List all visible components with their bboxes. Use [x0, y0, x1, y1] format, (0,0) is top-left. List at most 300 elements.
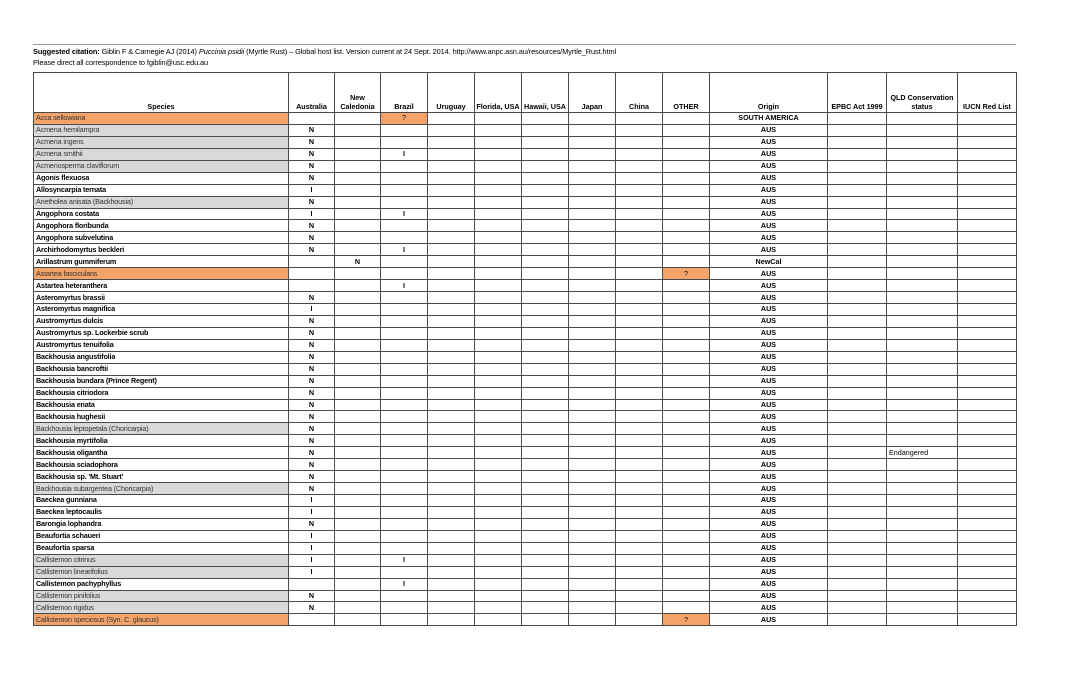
- florida-cell[interactable]: [475, 113, 522, 125]
- epbc-cell[interactable]: [828, 268, 887, 280]
- iucn-cell[interactable]: [958, 268, 1017, 280]
- species-cell[interactable]: Backhousia sciadophora: [34, 459, 289, 471]
- japan-cell[interactable]: [569, 578, 616, 590]
- col-header-florida[interactable]: Florida, USA: [475, 73, 522, 113]
- australia-cell[interactable]: N: [289, 339, 335, 351]
- epbc-cell[interactable]: [828, 196, 887, 208]
- qld-cell[interactable]: [887, 256, 958, 268]
- new-caledonia-cell[interactable]: [335, 208, 381, 220]
- japan-cell[interactable]: [569, 256, 616, 268]
- origin-cell[interactable]: AUS: [710, 435, 828, 447]
- brazil-cell[interactable]: [381, 232, 428, 244]
- japan-cell[interactable]: [569, 124, 616, 136]
- origin-cell[interactable]: AUS: [710, 160, 828, 172]
- species-cell[interactable]: Callistemon citrinus: [34, 554, 289, 566]
- iucn-cell[interactable]: [958, 113, 1017, 125]
- australia-cell[interactable]: N: [289, 590, 335, 602]
- iucn-cell[interactable]: [958, 411, 1017, 423]
- china-cell[interactable]: [616, 160, 663, 172]
- brazil-cell[interactable]: [381, 184, 428, 196]
- epbc-cell[interactable]: [828, 304, 887, 316]
- uruguay-cell[interactable]: [428, 304, 475, 316]
- brazil-cell[interactable]: I: [381, 244, 428, 256]
- new-caledonia-cell[interactable]: [335, 363, 381, 375]
- other-cell[interactable]: [663, 124, 710, 136]
- brazil-cell[interactable]: [381, 435, 428, 447]
- new-caledonia-cell[interactable]: [335, 423, 381, 435]
- origin-cell[interactable]: AUS: [710, 172, 828, 184]
- australia-cell[interactable]: N: [289, 148, 335, 160]
- uruguay-cell[interactable]: [428, 220, 475, 232]
- iucn-cell[interactable]: [958, 232, 1017, 244]
- japan-cell[interactable]: [569, 148, 616, 160]
- other-cell[interactable]: [663, 220, 710, 232]
- iucn-cell[interactable]: [958, 292, 1017, 304]
- florida-cell[interactable]: [475, 196, 522, 208]
- florida-cell[interactable]: [475, 435, 522, 447]
- species-cell[interactable]: Baeckea gunniana: [34, 495, 289, 507]
- iucn-cell[interactable]: [958, 315, 1017, 327]
- species-cell[interactable]: Backhousia enata: [34, 399, 289, 411]
- species-cell[interactable]: Baeckea leptocaulis: [34, 506, 289, 518]
- florida-cell[interactable]: [475, 387, 522, 399]
- florida-cell[interactable]: [475, 124, 522, 136]
- florida-cell[interactable]: [475, 148, 522, 160]
- hawaii-cell[interactable]: [522, 196, 569, 208]
- japan-cell[interactable]: [569, 208, 616, 220]
- hawaii-cell[interactable]: [522, 518, 569, 530]
- hawaii-cell[interactable]: [522, 351, 569, 363]
- hawaii-cell[interactable]: [522, 124, 569, 136]
- species-cell[interactable]: Backhousia citriodora: [34, 387, 289, 399]
- australia-cell[interactable]: N: [289, 244, 335, 256]
- brazil-cell[interactable]: [381, 375, 428, 387]
- qld-cell[interactable]: [887, 506, 958, 518]
- australia-cell[interactable]: N: [289, 315, 335, 327]
- origin-cell[interactable]: AUS: [710, 268, 828, 280]
- epbc-cell[interactable]: [828, 327, 887, 339]
- epbc-cell[interactable]: [828, 160, 887, 172]
- species-cell[interactable]: Acca sellowiana: [34, 113, 289, 125]
- china-cell[interactable]: [616, 113, 663, 125]
- species-cell[interactable]: Austromyrtus sp. Lockerbie scrub: [34, 327, 289, 339]
- florida-cell[interactable]: [475, 184, 522, 196]
- species-cell[interactable]: Barongia lophandra: [34, 518, 289, 530]
- florida-cell[interactable]: [475, 304, 522, 316]
- brazil-cell[interactable]: [381, 506, 428, 518]
- origin-cell[interactable]: AUS: [710, 208, 828, 220]
- japan-cell[interactable]: [569, 304, 616, 316]
- japan-cell[interactable]: [569, 471, 616, 483]
- florida-cell[interactable]: [475, 495, 522, 507]
- florida-cell[interactable]: [475, 363, 522, 375]
- qld-cell[interactable]: [887, 268, 958, 280]
- brazil-cell[interactable]: I: [381, 208, 428, 220]
- epbc-cell[interactable]: [828, 113, 887, 125]
- china-cell[interactable]: [616, 578, 663, 590]
- australia-cell[interactable]: [289, 614, 335, 626]
- china-cell[interactable]: [616, 471, 663, 483]
- origin-cell[interactable]: AUS: [710, 375, 828, 387]
- brazil-cell[interactable]: [381, 602, 428, 614]
- florida-cell[interactable]: [475, 399, 522, 411]
- hawaii-cell[interactable]: [522, 208, 569, 220]
- origin-cell[interactable]: AUS: [710, 304, 828, 316]
- japan-cell[interactable]: [569, 113, 616, 125]
- species-cell[interactable]: Arillastrum gummiferum: [34, 256, 289, 268]
- iucn-cell[interactable]: [958, 590, 1017, 602]
- uruguay-cell[interactable]: [428, 542, 475, 554]
- china-cell[interactable]: [616, 304, 663, 316]
- japan-cell[interactable]: [569, 506, 616, 518]
- qld-cell[interactable]: [887, 363, 958, 375]
- brazil-cell[interactable]: [381, 363, 428, 375]
- species-cell[interactable]: Callistemon rigidus: [34, 602, 289, 614]
- iucn-cell[interactable]: [958, 256, 1017, 268]
- species-cell[interactable]: Backhousia leptopetala (Choricarpia): [34, 423, 289, 435]
- other-cell[interactable]: [663, 542, 710, 554]
- iucn-cell[interactable]: [958, 327, 1017, 339]
- china-cell[interactable]: [616, 602, 663, 614]
- origin-cell[interactable]: AUS: [710, 518, 828, 530]
- col-header-japan[interactable]: Japan: [569, 73, 616, 113]
- japan-cell[interactable]: [569, 375, 616, 387]
- qld-cell[interactable]: [887, 220, 958, 232]
- epbc-cell[interactable]: [828, 148, 887, 160]
- iucn-cell[interactable]: [958, 304, 1017, 316]
- epbc-cell[interactable]: [828, 471, 887, 483]
- uruguay-cell[interactable]: [428, 268, 475, 280]
- brazil-cell[interactable]: [381, 268, 428, 280]
- hawaii-cell[interactable]: [522, 423, 569, 435]
- new-caledonia-cell[interactable]: [335, 268, 381, 280]
- origin-cell[interactable]: AUS: [710, 590, 828, 602]
- new-caledonia-cell[interactable]: [335, 196, 381, 208]
- uruguay-cell[interactable]: [428, 292, 475, 304]
- florida-cell[interactable]: [475, 471, 522, 483]
- new-caledonia-cell[interactable]: [335, 399, 381, 411]
- australia-cell[interactable]: I: [289, 304, 335, 316]
- qld-cell[interactable]: [887, 530, 958, 542]
- australia-cell[interactable]: N: [289, 292, 335, 304]
- new-caledonia-cell[interactable]: [335, 566, 381, 578]
- uruguay-cell[interactable]: [428, 435, 475, 447]
- china-cell[interactable]: [616, 136, 663, 148]
- iucn-cell[interactable]: [958, 375, 1017, 387]
- uruguay-cell[interactable]: [428, 590, 475, 602]
- other-cell[interactable]: [663, 578, 710, 590]
- epbc-cell[interactable]: [828, 292, 887, 304]
- australia-cell[interactable]: N: [289, 399, 335, 411]
- other-cell[interactable]: [663, 256, 710, 268]
- brazil-cell[interactable]: [381, 483, 428, 495]
- origin-cell[interactable]: AUS: [710, 399, 828, 411]
- origin-cell[interactable]: AUS: [710, 578, 828, 590]
- other-cell[interactable]: [663, 244, 710, 256]
- japan-cell[interactable]: [569, 411, 616, 423]
- new-caledonia-cell[interactable]: [335, 292, 381, 304]
- qld-cell[interactable]: [887, 614, 958, 626]
- species-cell[interactable]: Acmena hemilampra: [34, 124, 289, 136]
- species-cell[interactable]: Backhousia hughesii: [34, 411, 289, 423]
- new-caledonia-cell[interactable]: [335, 375, 381, 387]
- japan-cell[interactable]: [569, 447, 616, 459]
- species-cell[interactable]: Austromyrtus tenuifolia: [34, 339, 289, 351]
- origin-cell[interactable]: AUS: [710, 614, 828, 626]
- iucn-cell[interactable]: [958, 351, 1017, 363]
- uruguay-cell[interactable]: [428, 447, 475, 459]
- epbc-cell[interactable]: [828, 280, 887, 292]
- new-caledonia-cell[interactable]: [335, 148, 381, 160]
- origin-cell[interactable]: AUS: [710, 220, 828, 232]
- other-cell[interactable]: [663, 459, 710, 471]
- uruguay-cell[interactable]: [428, 351, 475, 363]
- qld-cell[interactable]: [887, 124, 958, 136]
- uruguay-cell[interactable]: [428, 172, 475, 184]
- hawaii-cell[interactable]: [522, 160, 569, 172]
- china-cell[interactable]: [616, 590, 663, 602]
- new-caledonia-cell[interactable]: [335, 411, 381, 423]
- epbc-cell[interactable]: [828, 566, 887, 578]
- origin-cell[interactable]: AUS: [710, 232, 828, 244]
- brazil-cell[interactable]: [381, 447, 428, 459]
- origin-cell[interactable]: AUS: [710, 124, 828, 136]
- florida-cell[interactable]: [475, 542, 522, 554]
- origin-cell[interactable]: AUS: [710, 387, 828, 399]
- species-cell[interactable]: Backhousia subargentea (Choricarpia): [34, 483, 289, 495]
- origin-cell[interactable]: AUS: [710, 506, 828, 518]
- uruguay-cell[interactable]: [428, 495, 475, 507]
- florida-cell[interactable]: [475, 602, 522, 614]
- qld-cell[interactable]: [887, 148, 958, 160]
- florida-cell[interactable]: [475, 506, 522, 518]
- other-cell[interactable]: [663, 184, 710, 196]
- new-caledonia-cell[interactable]: [335, 351, 381, 363]
- brazil-cell[interactable]: [381, 530, 428, 542]
- species-cell[interactable]: Allosyncarpia ternata: [34, 184, 289, 196]
- other-cell[interactable]: [663, 148, 710, 160]
- species-cell[interactable]: Asteromyrtus brassii: [34, 292, 289, 304]
- japan-cell[interactable]: [569, 602, 616, 614]
- qld-cell[interactable]: [887, 244, 958, 256]
- species-cell[interactable]: Agonis flexuosa: [34, 172, 289, 184]
- epbc-cell[interactable]: [828, 387, 887, 399]
- iucn-cell[interactable]: [958, 542, 1017, 554]
- other-cell[interactable]: ?: [663, 614, 710, 626]
- origin-cell[interactable]: AUS: [710, 423, 828, 435]
- iucn-cell[interactable]: [958, 530, 1017, 542]
- japan-cell[interactable]: [569, 292, 616, 304]
- hawaii-cell[interactable]: [522, 447, 569, 459]
- new-caledonia-cell[interactable]: [335, 614, 381, 626]
- china-cell[interactable]: [616, 435, 663, 447]
- other-cell[interactable]: ?: [663, 268, 710, 280]
- other-cell[interactable]: [663, 387, 710, 399]
- hawaii-cell[interactable]: [522, 184, 569, 196]
- iucn-cell[interactable]: [958, 172, 1017, 184]
- species-cell[interactable]: Acmena smithii: [34, 148, 289, 160]
- new-caledonia-cell[interactable]: [335, 113, 381, 125]
- hawaii-cell[interactable]: [522, 363, 569, 375]
- epbc-cell[interactable]: [828, 375, 887, 387]
- other-cell[interactable]: [663, 554, 710, 566]
- uruguay-cell[interactable]: [428, 160, 475, 172]
- florida-cell[interactable]: [475, 375, 522, 387]
- china-cell[interactable]: [616, 423, 663, 435]
- other-cell[interactable]: [663, 232, 710, 244]
- qld-cell[interactable]: [887, 423, 958, 435]
- japan-cell[interactable]: [569, 590, 616, 602]
- new-caledonia-cell[interactable]: [335, 518, 381, 530]
- china-cell[interactable]: [616, 399, 663, 411]
- australia-cell[interactable]: N: [289, 483, 335, 495]
- col-header-origin[interactable]: Origin: [710, 73, 828, 113]
- hawaii-cell[interactable]: [522, 136, 569, 148]
- brazil-cell[interactable]: [381, 614, 428, 626]
- qld-cell[interactable]: [887, 196, 958, 208]
- australia-cell[interactable]: N: [289, 351, 335, 363]
- col-header-other[interactable]: OTHER: [663, 73, 710, 113]
- japan-cell[interactable]: [569, 280, 616, 292]
- iucn-cell[interactable]: [958, 518, 1017, 530]
- china-cell[interactable]: [616, 327, 663, 339]
- hawaii-cell[interactable]: [522, 387, 569, 399]
- china-cell[interactable]: [616, 351, 663, 363]
- japan-cell[interactable]: [569, 196, 616, 208]
- florida-cell[interactable]: [475, 411, 522, 423]
- uruguay-cell[interactable]: [428, 518, 475, 530]
- china-cell[interactable]: [616, 387, 663, 399]
- origin-cell[interactable]: AUS: [710, 339, 828, 351]
- australia-cell[interactable]: N: [289, 459, 335, 471]
- australia-cell[interactable]: N: [289, 602, 335, 614]
- brazil-cell[interactable]: [381, 327, 428, 339]
- brazil-cell[interactable]: ?: [381, 113, 428, 125]
- epbc-cell[interactable]: [828, 554, 887, 566]
- florida-cell[interactable]: [475, 160, 522, 172]
- iucn-cell[interactable]: [958, 447, 1017, 459]
- iucn-cell[interactable]: [958, 471, 1017, 483]
- florida-cell[interactable]: [475, 172, 522, 184]
- hawaii-cell[interactable]: [522, 530, 569, 542]
- new-caledonia-cell[interactable]: [335, 327, 381, 339]
- australia-cell[interactable]: N: [289, 363, 335, 375]
- iucn-cell[interactable]: [958, 220, 1017, 232]
- species-cell[interactable]: Backhousia sp. 'Mt. Stuart': [34, 471, 289, 483]
- japan-cell[interactable]: [569, 315, 616, 327]
- china-cell[interactable]: [616, 208, 663, 220]
- uruguay-cell[interactable]: [428, 136, 475, 148]
- species-cell[interactable]: Angophora costata: [34, 208, 289, 220]
- china-cell[interactable]: [616, 220, 663, 232]
- new-caledonia-cell[interactable]: [335, 483, 381, 495]
- qld-cell[interactable]: [887, 136, 958, 148]
- china-cell[interactable]: [616, 447, 663, 459]
- epbc-cell[interactable]: [828, 495, 887, 507]
- species-cell[interactable]: Beaufortia sparsa: [34, 542, 289, 554]
- china-cell[interactable]: [616, 411, 663, 423]
- florida-cell[interactable]: [475, 327, 522, 339]
- col-header-iucn[interactable]: IUCN Red List: [958, 73, 1017, 113]
- origin-cell[interactable]: AUS: [710, 483, 828, 495]
- china-cell[interactable]: [616, 172, 663, 184]
- epbc-cell[interactable]: [828, 435, 887, 447]
- other-cell[interactable]: [663, 136, 710, 148]
- hawaii-cell[interactable]: [522, 339, 569, 351]
- new-caledonia-cell[interactable]: [335, 590, 381, 602]
- qld-cell[interactable]: [887, 554, 958, 566]
- iucn-cell[interactable]: [958, 495, 1017, 507]
- japan-cell[interactable]: [569, 268, 616, 280]
- origin-cell[interactable]: AUS: [710, 184, 828, 196]
- australia-cell[interactable]: N: [289, 423, 335, 435]
- epbc-cell[interactable]: [828, 232, 887, 244]
- china-cell[interactable]: [616, 554, 663, 566]
- china-cell[interactable]: [616, 459, 663, 471]
- australia-cell[interactable]: N: [289, 447, 335, 459]
- new-caledonia-cell[interactable]: [335, 124, 381, 136]
- china-cell[interactable]: [616, 148, 663, 160]
- uruguay-cell[interactable]: [428, 411, 475, 423]
- japan-cell[interactable]: [569, 542, 616, 554]
- hawaii-cell[interactable]: [522, 459, 569, 471]
- epbc-cell[interactable]: [828, 124, 887, 136]
- new-caledonia-cell[interactable]: [335, 435, 381, 447]
- qld-cell[interactable]: [887, 435, 958, 447]
- china-cell[interactable]: [616, 363, 663, 375]
- iucn-cell[interactable]: [958, 280, 1017, 292]
- florida-cell[interactable]: [475, 136, 522, 148]
- australia-cell[interactable]: N: [289, 196, 335, 208]
- new-caledonia-cell[interactable]: [335, 172, 381, 184]
- other-cell[interactable]: [663, 602, 710, 614]
- epbc-cell[interactable]: [828, 339, 887, 351]
- iucn-cell[interactable]: [958, 602, 1017, 614]
- species-cell[interactable]: Angophora floribunda: [34, 220, 289, 232]
- species-cell[interactable]: Angophora subvelutina: [34, 232, 289, 244]
- hawaii-cell[interactable]: [522, 411, 569, 423]
- qld-cell[interactable]: [887, 339, 958, 351]
- hawaii-cell[interactable]: [522, 327, 569, 339]
- hawaii-cell[interactable]: [522, 471, 569, 483]
- species-cell[interactable]: Backhousia bancroftii: [34, 363, 289, 375]
- uruguay-cell[interactable]: [428, 280, 475, 292]
- iucn-cell[interactable]: [958, 554, 1017, 566]
- other-cell[interactable]: [663, 327, 710, 339]
- hawaii-cell[interactable]: [522, 232, 569, 244]
- china-cell[interactable]: [616, 292, 663, 304]
- china-cell[interactable]: [616, 506, 663, 518]
- new-caledonia-cell[interactable]: [335, 495, 381, 507]
- japan-cell[interactable]: [569, 387, 616, 399]
- japan-cell[interactable]: [569, 351, 616, 363]
- iucn-cell[interactable]: [958, 148, 1017, 160]
- florida-cell[interactable]: [475, 280, 522, 292]
- hawaii-cell[interactable]: [522, 506, 569, 518]
- brazil-cell[interactable]: [381, 566, 428, 578]
- hawaii-cell[interactable]: [522, 113, 569, 125]
- new-caledonia-cell[interactable]: [335, 304, 381, 316]
- origin-cell[interactable]: AUS: [710, 196, 828, 208]
- florida-cell[interactable]: [475, 292, 522, 304]
- new-caledonia-cell[interactable]: [335, 160, 381, 172]
- uruguay-cell[interactable]: [428, 566, 475, 578]
- australia-cell[interactable]: I: [289, 208, 335, 220]
- new-caledonia-cell[interactable]: [335, 280, 381, 292]
- japan-cell[interactable]: [569, 136, 616, 148]
- new-caledonia-cell[interactable]: [335, 447, 381, 459]
- species-cell[interactable]: Acmenosperma claviflorum: [34, 160, 289, 172]
